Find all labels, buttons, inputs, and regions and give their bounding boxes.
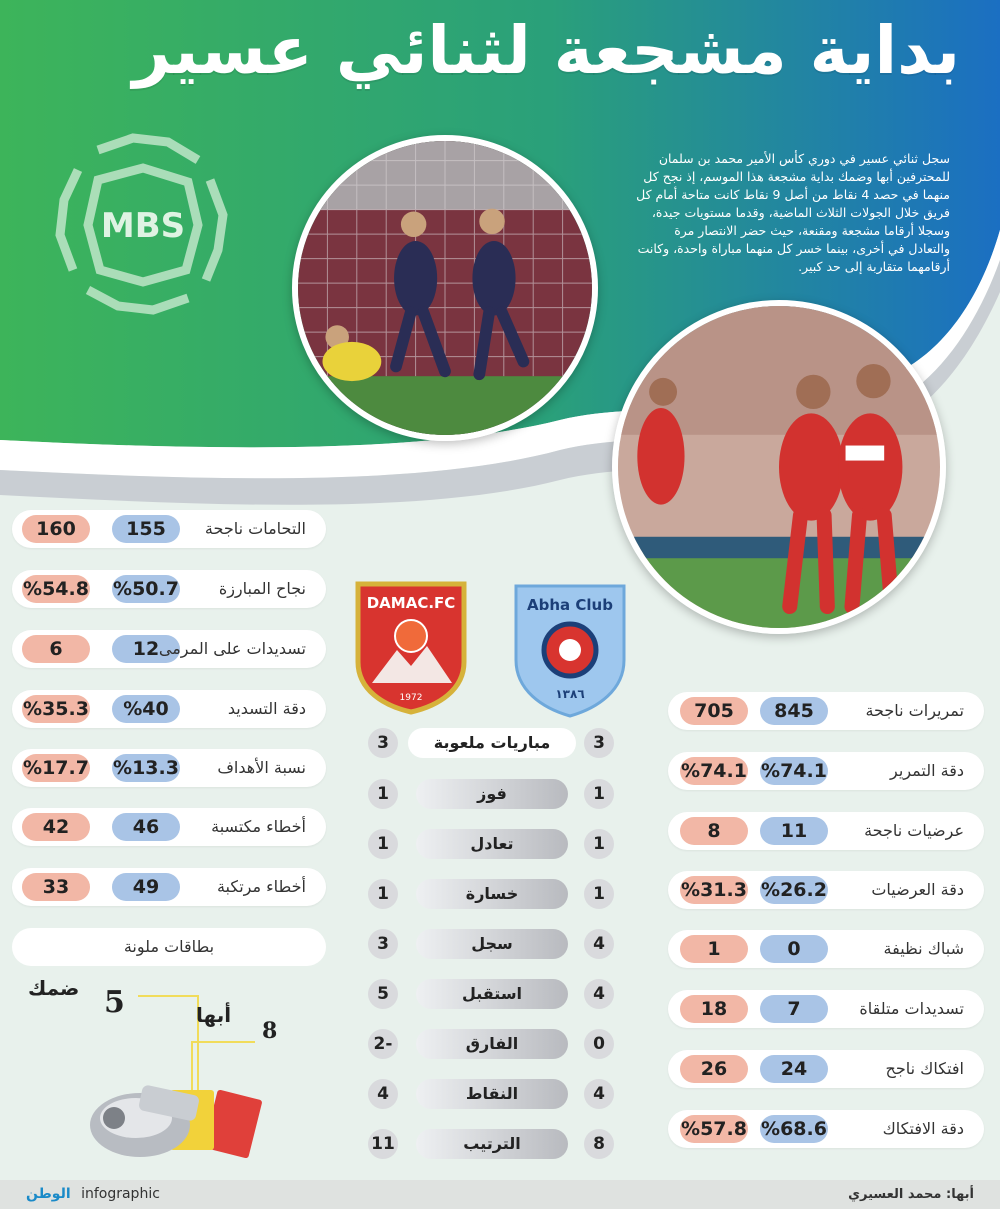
- stat-label: التحامات ناجحة: [204, 519, 306, 538]
- mid-stat-row: [360, 877, 620, 911]
- whistle-icon: [103, 1107, 125, 1129]
- damac-badge-name: DAMAC.FC: [366, 594, 456, 612]
- author-credit: أبها: محمد العسيري: [848, 1187, 974, 1202]
- mid-stat-row: [360, 827, 620, 861]
- stat-label: نجاح المبارزة: [218, 579, 306, 598]
- damac-value: 5: [368, 979, 398, 1009]
- stat-row: [668, 871, 984, 909]
- stat-row: [668, 990, 984, 1028]
- stat-row: [12, 510, 326, 548]
- abha-value: 4: [584, 929, 614, 959]
- damac-value: 11: [368, 1129, 398, 1159]
- abha-value: %26.2: [760, 876, 828, 904]
- stat-label: أخطاء مكتسبة: [211, 817, 306, 836]
- damac-value: 3: [368, 929, 398, 959]
- abha-value: 1: [584, 829, 614, 859]
- abha-badge-year: ١٣٨٦: [555, 687, 585, 701]
- abha-value: 46: [112, 813, 180, 841]
- abha-value: 8: [584, 1129, 614, 1159]
- cards-damac-label: ضمك: [28, 976, 80, 1000]
- stat-label: دقة التمرير: [890, 761, 964, 780]
- mid-stat-label: مباريات ملعوبة: [408, 728, 576, 758]
- abha-value: %40: [112, 695, 180, 723]
- stat-row: [12, 570, 326, 608]
- damac-value: 1: [368, 779, 398, 809]
- mid-stat-label: تعادل: [416, 829, 568, 859]
- abha-value: %50.7: [112, 575, 180, 603]
- damac-value: 18: [680, 995, 748, 1023]
- abha-value: 1: [584, 879, 614, 909]
- stat-row: [12, 808, 326, 846]
- stat-row: [668, 1050, 984, 1088]
- damac-fc-badge: [352, 578, 470, 716]
- mid-stat-row: [360, 1027, 620, 1061]
- stat-label: نسبة الأهداف: [217, 758, 306, 777]
- stat-row: [668, 812, 984, 850]
- damac-value: 4: [368, 1079, 398, 1109]
- mid-stat-label: استقبل: [416, 979, 568, 1009]
- abha-value: 7: [760, 995, 828, 1023]
- mid-stat-row: [360, 726, 620, 760]
- match-photo-damac: [612, 300, 946, 634]
- abha-club-badge: [508, 580, 632, 720]
- intro-paragraph: سجل ثنائي عسير في دوري كأس الأمير محمد بن سلمان للمحترفين أبها وضمك بداية مشجعة هذا الموسم، إذ نجح كل منهما في حصد 4 نقاط من أصل 9 نقاط كانت متاحة أمام كل فريق خلال الجولات الثلاث الماضية، وقدما مستويات جيدة، وسجلا أرقاما مشجعة ومقنعة، حيث حضر الانتصار مرة والتعادل في أخرى، بينما خسر كل منهما مباراة واحدة، وكانت أرقامهما متقاربة إلى حد كبير.: [636, 151, 950, 274]
- stat-label: افتكاك ناجح: [885, 1059, 964, 1078]
- damac-value: %17.7: [22, 754, 90, 782]
- damac-value: 3: [368, 728, 398, 758]
- cards-heading-label: بطاقات ملونة: [123, 937, 215, 956]
- abha-value: 49: [112, 873, 180, 901]
- damac-value: 1: [368, 829, 398, 859]
- stat-label: تسديدات متلقاة: [859, 999, 964, 1018]
- stat-row: [668, 752, 984, 790]
- brand-arabic: الوطن: [26, 1186, 71, 1202]
- stat-label: دقة العرضيات: [871, 880, 964, 899]
- damac-value: 42: [22, 813, 90, 841]
- mid-stat-label: الترتيب: [416, 1129, 568, 1159]
- stat-row: [668, 692, 984, 730]
- damac-value: %35.3: [22, 695, 90, 723]
- logo-text: MBS: [100, 206, 186, 246]
- damac-value: 1: [680, 935, 748, 963]
- brand-logo: [26, 1186, 160, 1202]
- damac-value: %74.1: [680, 757, 748, 785]
- cards-abha-label: أبها: [196, 1003, 232, 1027]
- mid-stat-row: [360, 1127, 620, 1161]
- stat-row: [12, 749, 326, 787]
- league-logo: [38, 120, 248, 330]
- damac-badge-year: 1972: [399, 693, 423, 703]
- damac-value: 26: [680, 1055, 748, 1083]
- stat-label: تمريرات ناجحة: [865, 701, 964, 720]
- mid-stat-label: فوز: [416, 779, 568, 809]
- abha-value: 4: [584, 1079, 614, 1109]
- cards-heading: [12, 928, 326, 966]
- match-photo-abha: [292, 135, 598, 441]
- cards-damac-value: 5: [104, 985, 125, 1020]
- damac-value: 2-: [368, 1029, 398, 1059]
- stat-row: [12, 630, 326, 668]
- damac-value: 33: [22, 873, 90, 901]
- mid-stat-label: سجل: [416, 929, 568, 959]
- damac-value: 705: [680, 697, 748, 725]
- abha-value: %74.1: [760, 757, 828, 785]
- stat-row: [12, 690, 326, 728]
- brand-english: infographic: [81, 1186, 160, 1202]
- abha-value: 12: [112, 635, 180, 663]
- stat-row: [668, 1110, 984, 1148]
- mid-stat-row: [360, 927, 620, 961]
- abha-value: 11: [760, 817, 828, 845]
- mid-stat-row: [360, 1077, 620, 1111]
- stat-label: دقة التسديد: [227, 699, 306, 718]
- stat-row: [12, 868, 326, 906]
- damac-value: %31.3: [680, 876, 748, 904]
- page-title: بداية مشجعة لثنائي عسير: [132, 12, 960, 89]
- damac-value: 1: [368, 879, 398, 909]
- damac-value: 6: [22, 635, 90, 663]
- stat-label: دقة الافتكاك: [882, 1119, 964, 1138]
- abha-value: 0: [584, 1029, 614, 1059]
- damac-value: %57.8: [680, 1115, 748, 1143]
- mid-stat-label: خسارة: [416, 879, 568, 909]
- mid-stat-label: الفارق: [416, 1029, 568, 1059]
- abha-value: 155: [112, 515, 180, 543]
- cards-abha-value: 8: [262, 1018, 278, 1044]
- mid-stat-label: النقاط: [416, 1079, 568, 1109]
- abha-value: 24: [760, 1055, 828, 1083]
- stat-label: أخطاء مرتكبة: [216, 877, 306, 896]
- abha-value: %68.6: [760, 1115, 828, 1143]
- mid-stat-row: [360, 977, 620, 1011]
- abha-badge-name: Abha Club: [527, 596, 613, 614]
- damac-value: 8: [680, 817, 748, 845]
- abha-value: 4: [584, 979, 614, 1009]
- abha-value: 845: [760, 697, 828, 725]
- abha-value: 1: [584, 779, 614, 809]
- stat-label: تسديدات على المرمى: [158, 639, 306, 658]
- stat-row: [668, 930, 984, 968]
- stat-label: عرضيات ناجحة: [864, 821, 964, 840]
- mid-stat-row: [360, 777, 620, 811]
- abha-value: %13.3: [112, 754, 180, 782]
- stat-label: شباك نظيفة: [883, 939, 964, 958]
- abha-value: 0: [760, 935, 828, 963]
- abha-value: 3: [584, 728, 614, 758]
- damac-value: %54.8: [22, 575, 90, 603]
- damac-value: 160: [22, 515, 90, 543]
